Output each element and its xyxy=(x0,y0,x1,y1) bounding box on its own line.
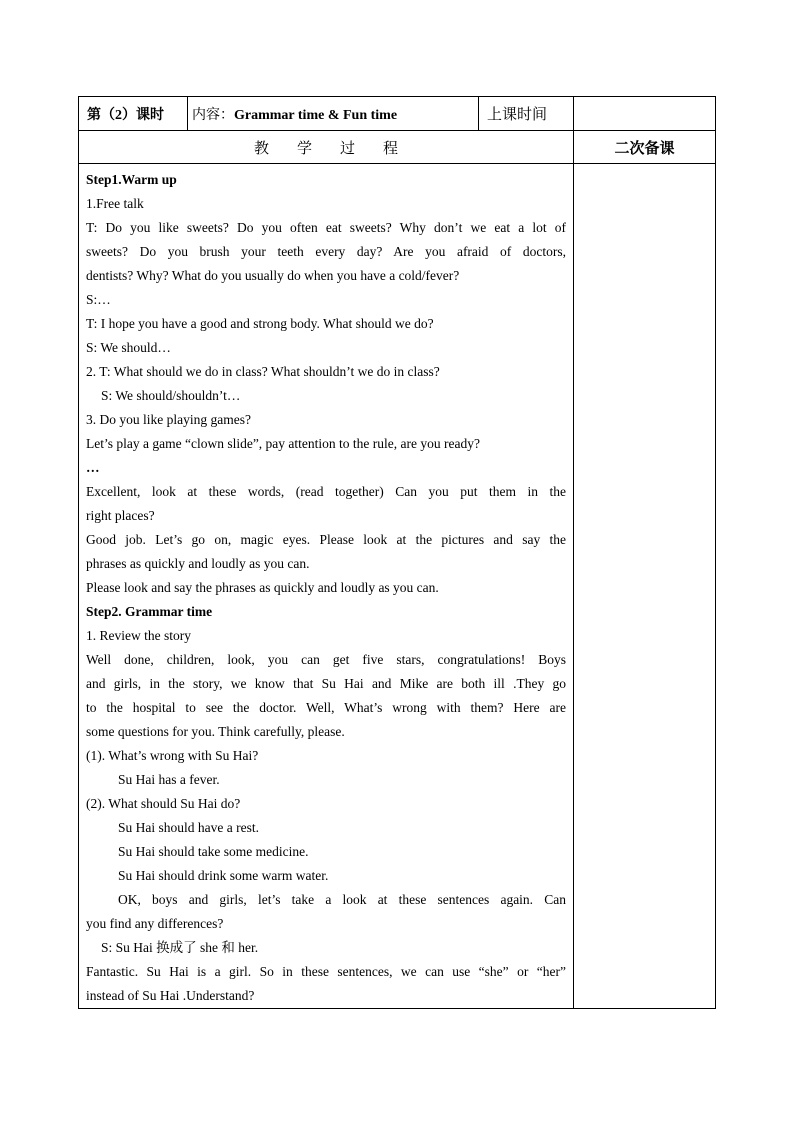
body-line: 2. T: What should we do in class? What shouldn’t we do in class? xyxy=(86,364,440,379)
body-line: S:… xyxy=(86,292,111,307)
body-line: S: Su Hai 换成了 she 和 her. xyxy=(101,940,259,955)
body-line: you find any differences? xyxy=(86,916,224,931)
body-line: T: I hope you have a good and strong body. What should we do? xyxy=(86,316,434,331)
body-line: S: We should/shouldn’t… xyxy=(101,388,241,403)
lesson-number-cell: 第（2）课时 xyxy=(79,97,188,131)
body-line: Su Hai has a fever. xyxy=(118,772,220,787)
body-line: (2). What should Su Hai do? xyxy=(86,796,241,811)
teaching-process-heading xyxy=(79,131,574,164)
body-line: Fantastic. Su Hai is a girl. So in these sentences, we can use “she” or “her” xyxy=(86,964,566,979)
body-line: Good job. Let’s go on, magic eyes. Please look at the pictures and say the xyxy=(86,532,566,547)
body-line: Step2. Grammar time xyxy=(86,604,213,619)
class-time-label: 上课时间 xyxy=(479,97,574,131)
body-line: some questions for you. Think carefully, please. xyxy=(86,724,345,739)
lesson-plan-table xyxy=(78,96,716,1009)
header-row xyxy=(79,97,716,131)
body-line: to the hospital to see the doctor. Well, What’s wrong with them? Here are xyxy=(86,700,566,715)
body-line: OK, boys and girls, let’s take a look at these sentences again. Can xyxy=(118,892,566,907)
body-line: Su Hai should drink some warm water. xyxy=(118,868,329,883)
body-line: Excellent, look at these words, (read together) Can you put them in the xyxy=(86,484,566,499)
body-line: T: Do you like sweets? Do you often eat sweets? Why don’t we eat a lot of xyxy=(86,220,566,235)
body-line: Please look and say the phrases as quickly and loudly as you can. xyxy=(86,580,439,595)
process-char: 教 xyxy=(253,140,269,157)
body-line: Su Hai should take some medicine. xyxy=(118,844,309,859)
process-char: 程 xyxy=(383,140,399,157)
process-char: 过 xyxy=(340,140,356,157)
body-line: Let’s play a game “clown slide”, pay attention to the rule, are you ready? xyxy=(86,436,480,451)
content-cell xyxy=(188,97,479,131)
content-title: Grammar time & Fun time xyxy=(234,107,398,123)
notes-column xyxy=(574,164,716,1009)
content-prefix: 内容： xyxy=(192,107,234,123)
body-line: … xyxy=(86,460,100,475)
body-line: dentists? Why? What do you usually do when you have a cold/fever? xyxy=(86,268,460,283)
second-prep-heading: 二次备课 xyxy=(574,131,716,164)
body-line: sweets? Do you brush your teeth every day? Are you afraid of doctors, xyxy=(86,244,566,259)
body-line: instead of Su Hai .Understand? xyxy=(86,988,255,1003)
body-line: right places? xyxy=(86,508,155,523)
body-line: Step1.Warm up xyxy=(86,172,177,187)
content-row xyxy=(79,164,716,1009)
body-line: 1.Free talk xyxy=(86,196,144,211)
body-line: phrases as quickly and loudly as you can. xyxy=(86,556,310,571)
body-line: and girls, in the story, we know that Su Hai and Mike are both ill .They go xyxy=(86,676,566,691)
lesson-body xyxy=(79,164,574,1009)
body-line: 1. Review the story xyxy=(86,628,191,643)
body-line: (1). What’s wrong with Su Hai? xyxy=(86,748,259,763)
process-char: 学 xyxy=(296,140,312,157)
subheader-row xyxy=(79,131,716,164)
class-time-value xyxy=(574,97,716,131)
body-line: Well done, children, look, you can get five stars, congratulations! Boys xyxy=(86,652,566,667)
body-line: Su Hai should have a rest. xyxy=(118,820,259,835)
body-line: S: We should… xyxy=(86,340,171,355)
body-line: 3. Do you like playing games? xyxy=(86,412,251,427)
